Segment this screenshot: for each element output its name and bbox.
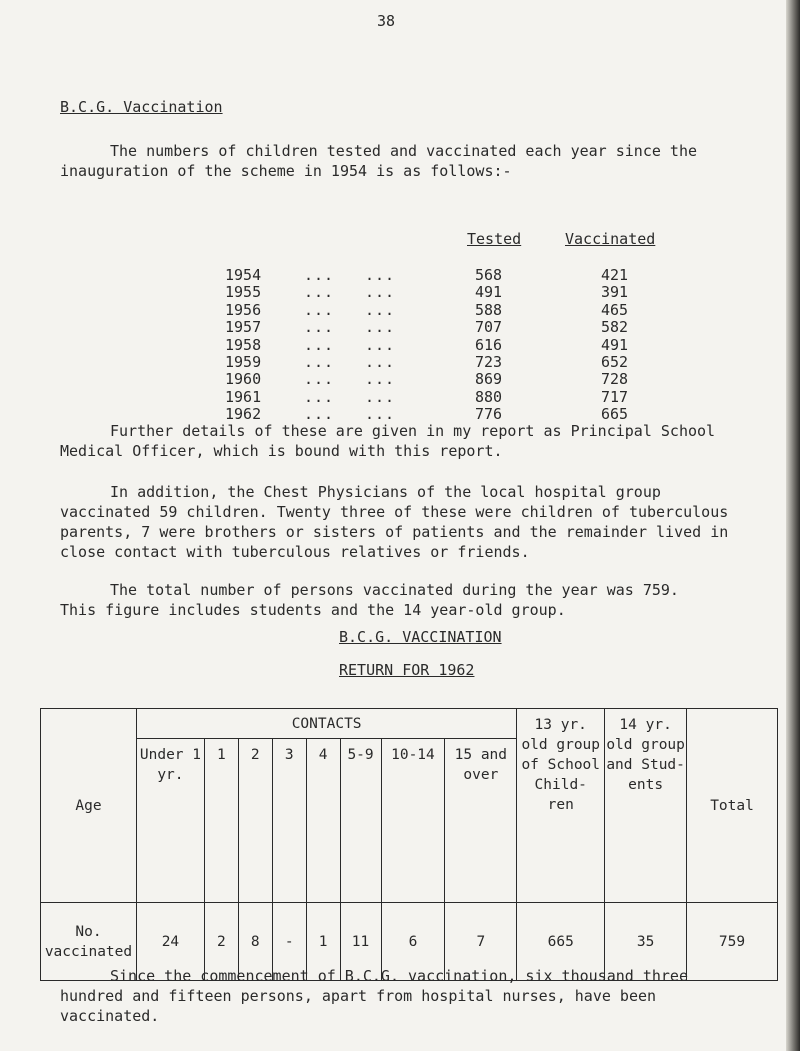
leader-dots: ... <box>304 352 335 371</box>
value-cell: - <box>272 903 306 981</box>
school-children-header: 13 yr. old group of School Child- ren <box>517 709 605 903</box>
paragraph-line: parents, 7 were brothers or sisters of patients and the remainder lived in <box>60 523 729 541</box>
year-cell: 1957 <box>225 318 262 337</box>
yearly-table <box>225 266 655 423</box>
total-header: Total <box>687 709 778 903</box>
row-label-vaccinated: No. vaccinated <box>41 903 137 981</box>
tested-cell: 491 <box>475 283 503 302</box>
tested-cell: 616 <box>475 335 503 354</box>
value-cell: 2 <box>204 903 238 981</box>
vaccinated-cell: 391 <box>601 283 629 302</box>
vaccinated-cell: 728 <box>601 370 629 389</box>
paragraph-line: vaccinated. <box>60 1007 160 1025</box>
age-header: Age <box>41 709 137 903</box>
year-row <box>225 283 655 300</box>
paragraph-line: The numbers of children tested and vaccinated each year since the <box>110 142 697 160</box>
contacts-subheader: Under 1 yr. <box>136 739 204 903</box>
year-row <box>225 336 655 353</box>
value-cell: 665 <box>517 903 605 981</box>
return-table <box>40 708 778 981</box>
contacts-subheader: 15 and over <box>445 739 517 903</box>
year-row <box>225 318 655 335</box>
value-cell: 24 <box>136 903 204 981</box>
value-cell: 1 <box>306 903 340 981</box>
leader-dots: ... <box>365 387 396 406</box>
tested-cell: 723 <box>475 352 503 371</box>
year-cell: 1959 <box>225 352 262 371</box>
leader-dots: ... <box>365 266 396 284</box>
leader-dots: ... <box>365 335 396 354</box>
page-edge-shadow <box>786 0 800 1051</box>
contacts-subheader: 10-14 <box>381 739 445 903</box>
students-header: 14 yr. old group and Stud- ents <box>605 709 687 903</box>
leader-dots: ... <box>365 283 396 302</box>
year-row <box>225 388 655 405</box>
paragraph-line: In addition, the Chest Physicians of the local hospital group <box>110 483 661 501</box>
vaccinated-cell: 465 <box>601 300 629 319</box>
leader-dots: ... <box>365 300 396 319</box>
vaccinated-column-header: Vaccinated <box>565 230 656 248</box>
paragraph-line: The total number of persons vaccinated during the year was 759. <box>110 581 679 599</box>
contacts-subheader: 3 <box>272 739 306 903</box>
year-cell: 1955 <box>225 283 262 302</box>
year-cell: 1962 <box>225 405 262 424</box>
paragraph-line: This figure includes students and the 14 year-old group. <box>60 601 566 619</box>
year-cell: 1960 <box>225 370 262 389</box>
year-cell: 1961 <box>225 387 262 406</box>
paragraph-line: inauguration of the scheme in 1954 is as follows:- <box>60 162 512 180</box>
leader-dots: ... <box>304 335 335 354</box>
contacts-subheader: 5-9 <box>340 739 381 903</box>
leader-dots: ... <box>304 300 335 319</box>
closing-paragraph <box>60 966 750 1026</box>
vaccinated-cell: 582 <box>601 318 629 337</box>
value-cell: 759 <box>687 903 778 981</box>
paragraph-line: hundred and fifteen persons, apart from hospital nurses, have been <box>60 987 657 1005</box>
year-row <box>225 301 655 318</box>
value-cell: 6 <box>381 903 445 981</box>
year-cell: 1956 <box>225 300 262 319</box>
leader-dots: ... <box>365 318 396 337</box>
contacts-subheader: 2 <box>238 739 272 903</box>
tested-cell: 588 <box>475 300 503 319</box>
vaccinated-cell: 665 <box>601 405 629 424</box>
section-heading: B.C.G. Vaccination <box>60 98 223 116</box>
paragraph-line: Since the commencement of B.C.G. vaccination, six thousand three <box>110 967 688 985</box>
return-title: B.C.G. VACCINATION <box>339 628 502 646</box>
vaccinated-cell: 652 <box>601 352 629 371</box>
leader-dots: ... <box>365 370 396 389</box>
value-cell: 8 <box>238 903 272 981</box>
contacts-subheader: 4 <box>306 739 340 903</box>
leader-dots: ... <box>304 318 335 337</box>
page-number: 38 <box>377 12 396 30</box>
tested-cell: 707 <box>475 318 503 337</box>
year-row <box>225 353 655 370</box>
year-row <box>225 370 655 387</box>
year-row <box>225 266 655 283</box>
paragraph-line: close contact with tuberculous relatives or friends. <box>60 543 530 561</box>
leader-dots: ... <box>304 387 335 406</box>
year-cell: 1954 <box>225 266 262 284</box>
paragraph-line: vaccinated 59 children. Twenty three of these were children of tuberculous <box>60 503 729 521</box>
vaccinated-cell: 491 <box>601 335 629 354</box>
intro-paragraph <box>60 141 750 181</box>
return-subtitle: RETURN FOR 1962 <box>339 661 475 679</box>
value-cell: 7 <box>445 903 517 981</box>
paragraph-line: Further details of these are given in my report as Principal School <box>110 422 716 440</box>
year-cell: 1958 <box>225 335 262 354</box>
year-row <box>225 405 655 422</box>
leader-dots: ... <box>365 352 396 371</box>
tested-cell: 568 <box>475 266 503 284</box>
tested-cell: 880 <box>475 387 503 406</box>
tested-cell: 869 <box>475 370 503 389</box>
details-paragraph <box>60 421 750 461</box>
vaccinated-cell: 421 <box>601 266 629 284</box>
value-cell: 11 <box>340 903 381 981</box>
leader-dots: ... <box>304 283 335 302</box>
chest-physicians-paragraph <box>60 482 750 562</box>
contacts-header: CONTACTS <box>136 709 516 739</box>
tested-cell: 776 <box>475 405 503 424</box>
vaccinated-cell: 717 <box>601 387 629 406</box>
paragraph-line: Medical Officer, which is bound with this report. <box>60 442 503 460</box>
contacts-subheader: 1 <box>204 739 238 903</box>
leader-dots: ... <box>365 405 396 424</box>
leader-dots: ... <box>304 370 335 389</box>
leader-dots: ... <box>304 405 335 424</box>
leader-dots: ... <box>304 266 335 284</box>
tested-column-header: Tested <box>467 230 522 248</box>
total-paragraph <box>60 580 750 620</box>
value-cell: 35 <box>605 903 687 981</box>
